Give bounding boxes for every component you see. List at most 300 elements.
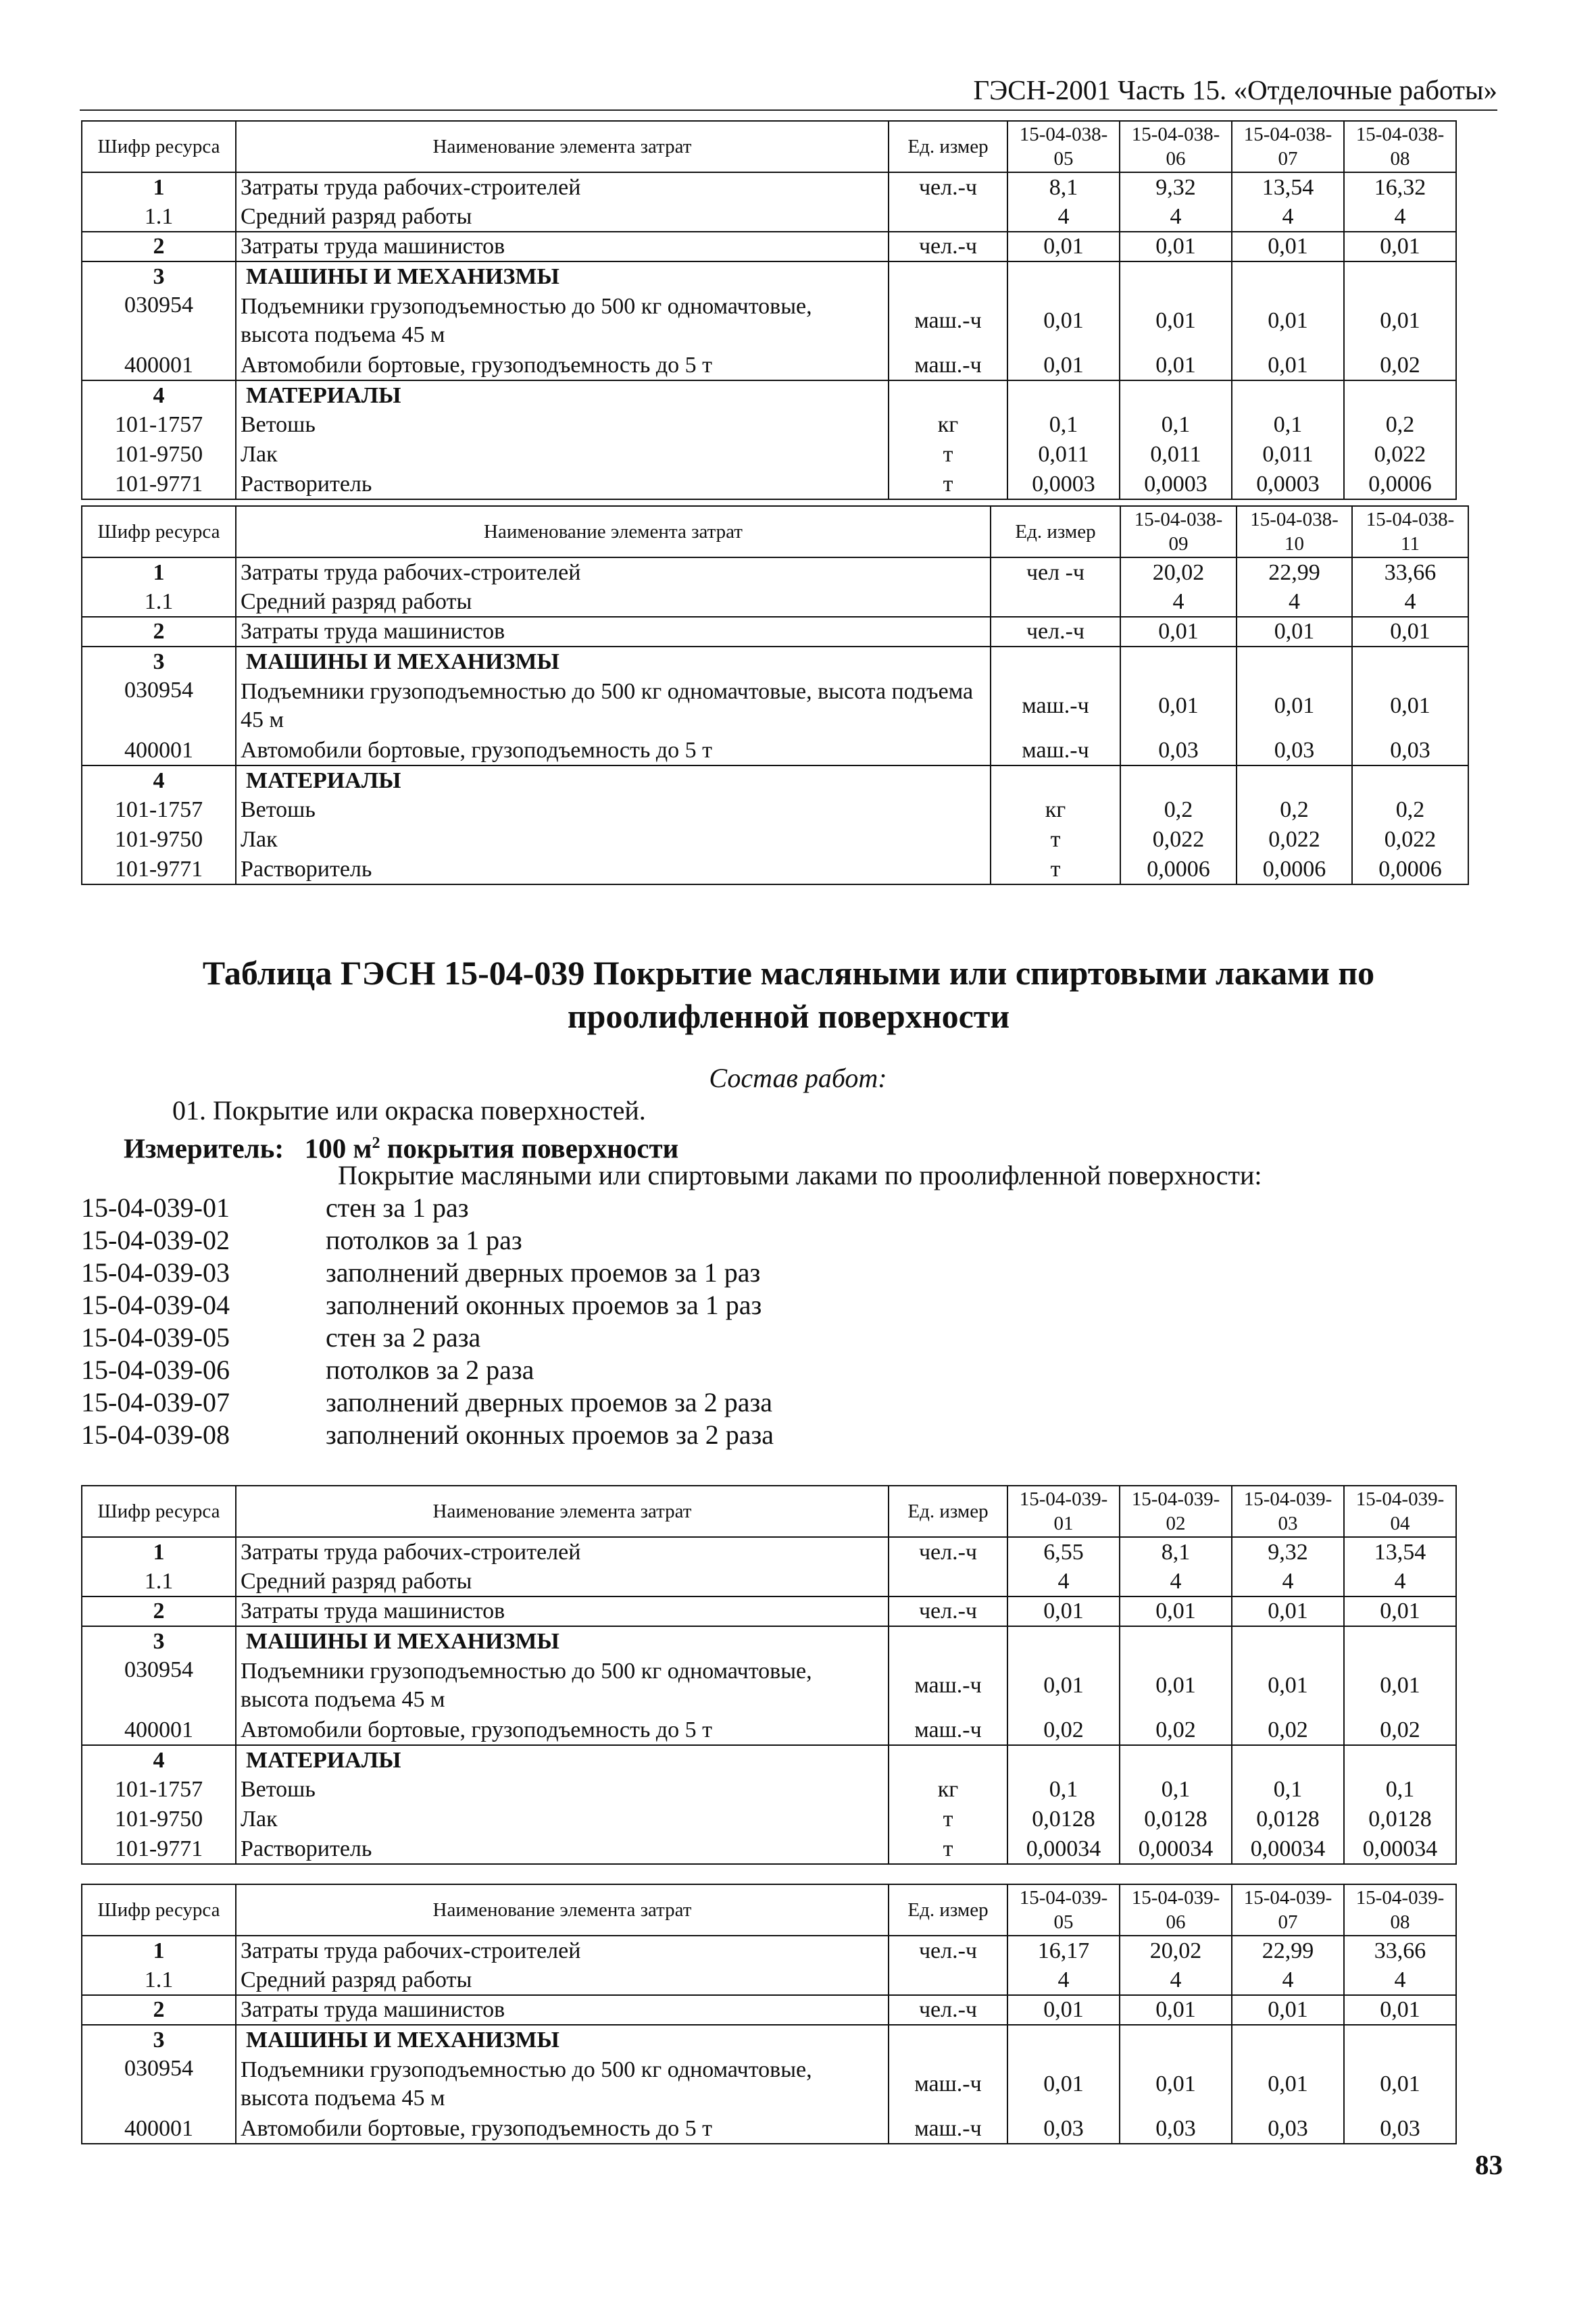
- row-value: [1344, 261, 1456, 291]
- row-name: Затраты труда машинистов: [236, 1596, 889, 1626]
- row-unit: кг: [889, 1775, 1007, 1805]
- row-value: 0,00034: [1120, 1834, 1232, 1864]
- row-value: [1232, 1745, 1344, 1775]
- row-value: 0,01: [1232, 2055, 1344, 2114]
- row-value: [1352, 647, 1468, 676]
- variant-item: [81, 1322, 774, 1354]
- variant-code: 15-04-039-04: [81, 1290, 230, 1320]
- table-row: [82, 1965, 1456, 1995]
- row-value: 0,01: [1344, 1995, 1456, 2025]
- row-unit: т: [889, 1834, 1007, 1864]
- row-value: 4: [1344, 1567, 1456, 1596]
- header-column-code: 15-04-038-08: [1344, 121, 1456, 172]
- row-code: 101-9771: [82, 1834, 236, 1864]
- cost-table: [81, 1485, 1457, 1865]
- cost-table: [81, 505, 1469, 885]
- row-value: [1344, 2025, 1456, 2055]
- table-row: [82, 1995, 1456, 2025]
- row-value: 0,01: [1352, 617, 1468, 647]
- table-row: [82, 1745, 1456, 1775]
- row-code: 2: [82, 232, 236, 261]
- header-code: Шифр ресурса: [82, 121, 236, 172]
- row-unit: [991, 587, 1120, 617]
- header-column-code: 15-04-038-11: [1352, 506, 1468, 557]
- row-code: 1: [82, 557, 236, 587]
- row-name: Затраты труда рабочих-строителей: [236, 557, 991, 587]
- table-header-row: [82, 1884, 1456, 1936]
- row-code: 400001: [82, 736, 236, 765]
- variant-lead: Покрытие масляными или спиртовыми лаками по проолифленной поверхности:: [338, 1160, 1262, 1190]
- header-column-code: 15-04-038-07: [1232, 121, 1344, 172]
- row-value: 0,0003: [1120, 470, 1232, 499]
- row-value: 0,0006: [1237, 855, 1352, 884]
- row-unit: т: [889, 440, 1007, 470]
- row-value: 0,03: [1007, 2114, 1120, 2144]
- row-value: 0,01: [1232, 1995, 1344, 2025]
- table-row: [82, 1596, 1456, 1626]
- row-value: 20,02: [1120, 1936, 1232, 1965]
- row-value: 0,2: [1344, 410, 1456, 440]
- row-name: Растворитель: [236, 855, 991, 884]
- row-name: Автомобили бортовые, грузоподъемность до 5 т: [236, 2114, 889, 2144]
- row-value: [1120, 1626, 1232, 1656]
- row-unit: [889, 261, 1007, 291]
- row-value: 0,0128: [1120, 1805, 1232, 1834]
- header-rule: [80, 109, 1497, 111]
- table-row: [82, 855, 1468, 884]
- row-value: 0,0006: [1120, 855, 1237, 884]
- row-name: МАТЕРИАЛЫ: [236, 765, 991, 795]
- row-unit: маш.-ч: [889, 1715, 1007, 1745]
- row-value: 0,02: [1007, 1715, 1120, 1745]
- row-value: 0,03: [1237, 736, 1352, 765]
- table-row: [82, 291, 1456, 351]
- operation-text: 01. Покрытие или окраска поверхностей.: [172, 1095, 646, 1126]
- row-value: 0,01: [1237, 676, 1352, 736]
- variant-text: стен за 2 раза: [326, 1322, 481, 1353]
- row-value: [1007, 261, 1120, 291]
- row-code: 101-9771: [82, 855, 236, 884]
- row-code: 3: [82, 647, 236, 676]
- header-column-code: 15-04-039-08: [1344, 1884, 1456, 1936]
- header-column-code: 15-04-038-09: [1120, 506, 1237, 557]
- table-row: [82, 1656, 1456, 1715]
- row-value: 6,55: [1007, 1537, 1120, 1567]
- row-value: 0,01: [1120, 232, 1232, 261]
- cost-table: [81, 120, 1457, 500]
- row-value: [1237, 647, 1352, 676]
- header-code: Шифр ресурса: [82, 1884, 236, 1936]
- measure-value: 100 м: [304, 1132, 372, 1164]
- header-code: Шифр ресурса: [82, 506, 236, 557]
- row-value: 0,01: [1007, 232, 1120, 261]
- row-code: 101-9771: [82, 470, 236, 499]
- row-value: 0,01: [1007, 2055, 1120, 2114]
- row-code: 1: [82, 1936, 236, 1965]
- row-value: 0,01: [1007, 1995, 1120, 2025]
- row-name: Автомобили бортовые, грузоподъемность до 5 т: [236, 351, 889, 380]
- row-value: 0,022: [1237, 825, 1352, 855]
- row-unit: кг: [889, 410, 1007, 440]
- page-number: 83: [1475, 2149, 1503, 2180]
- header-column-code: 15-04-039-04: [1344, 1486, 1456, 1537]
- row-unit: [889, 1567, 1007, 1596]
- row-value: 0,00034: [1344, 1834, 1456, 1864]
- row-value: [1120, 261, 1232, 291]
- row-value: [1007, 1626, 1120, 1656]
- row-value: 0,0003: [1007, 470, 1120, 499]
- row-unit: т: [991, 855, 1120, 884]
- measure-sup: 2: [372, 1134, 380, 1152]
- row-name: МАТЕРИАЛЫ: [236, 1745, 889, 1775]
- row-value: 0,1: [1232, 1775, 1344, 1805]
- row-code: 1: [82, 1537, 236, 1567]
- row-value: 0,00034: [1007, 1834, 1120, 1864]
- variant-item: [81, 1257, 774, 1289]
- row-value: [1232, 261, 1344, 291]
- row-value: 4: [1120, 202, 1232, 232]
- row-code: 030954: [82, 2055, 236, 2114]
- row-value: 0,01: [1232, 232, 1344, 261]
- row-name: Средний разряд работы: [236, 1965, 889, 1995]
- row-value: 33,66: [1352, 557, 1468, 587]
- row-value: 16,32: [1344, 172, 1456, 202]
- row-name: Средний разряд работы: [236, 1567, 889, 1596]
- row-code: 3: [82, 2025, 236, 2055]
- header-column-code: 15-04-039-07: [1232, 1884, 1344, 1936]
- row-unit: чел.-ч: [889, 1596, 1007, 1626]
- row-value: [1120, 765, 1237, 795]
- running-header: ГЭСН-2001 Часть 15. «Отделочные работы»: [973, 74, 1497, 105]
- row-value: [1352, 765, 1468, 795]
- row-unit: [889, 202, 1007, 232]
- row-value: 0,01: [1007, 1596, 1120, 1626]
- row-value: 0,022: [1344, 440, 1456, 470]
- sostav-label: Состав работ:: [709, 1063, 887, 1093]
- row-unit: [991, 765, 1120, 795]
- row-value: 0,0128: [1344, 1805, 1456, 1834]
- row-name: Ветошь: [236, 795, 991, 825]
- row-unit: маш.-ч: [889, 2114, 1007, 2144]
- row-value: 4: [1232, 202, 1344, 232]
- table-header-row: [82, 121, 1456, 172]
- row-value: 0,2: [1352, 795, 1468, 825]
- row-name: Автомобили бортовые, грузоподъемность до 5 т: [236, 736, 991, 765]
- row-value: 4: [1120, 1567, 1232, 1596]
- row-code: 030954: [82, 291, 236, 351]
- variant-text: потолков за 1 раз: [326, 1225, 522, 1255]
- header-name: Наименование элемента затрат: [236, 1884, 889, 1936]
- row-name: Растворитель: [236, 1834, 889, 1864]
- row-value: 16,17: [1007, 1936, 1120, 1965]
- row-value: 33,66: [1344, 1936, 1456, 1965]
- row-value: [1232, 2025, 1344, 2055]
- row-value: [1007, 1745, 1120, 1775]
- row-value: 0,1: [1007, 410, 1120, 440]
- row-unit: чел.-ч: [889, 1995, 1007, 2025]
- row-code: 2: [82, 1596, 236, 1626]
- row-name: Лак: [236, 825, 991, 855]
- row-value: 22,99: [1237, 557, 1352, 587]
- row-value: 0,022: [1352, 825, 1468, 855]
- row-value: [1120, 380, 1232, 410]
- row-code: 1.1: [82, 587, 236, 617]
- row-name: МАТЕРИАЛЫ: [236, 380, 889, 410]
- row-name: МАШИНЫ И МЕХАНИЗМЫ: [236, 1626, 889, 1656]
- table-row: [82, 1537, 1456, 1567]
- row-name: Лак: [236, 440, 889, 470]
- row-code: 4: [82, 1745, 236, 1775]
- row-value: 0,01: [1120, 1656, 1232, 1715]
- row-unit: [889, 380, 1007, 410]
- row-value: 0,00034: [1232, 1834, 1344, 1864]
- row-unit: т: [991, 825, 1120, 855]
- row-value: 0,0006: [1352, 855, 1468, 884]
- row-value: 4: [1007, 202, 1120, 232]
- table-header-row: [82, 1486, 1456, 1537]
- row-value: 0,0128: [1007, 1805, 1120, 1834]
- row-value: 20,02: [1120, 557, 1237, 587]
- row-value: 0,1: [1232, 410, 1344, 440]
- row-value: 0,01: [1007, 291, 1120, 351]
- table-row: [82, 1626, 1456, 1656]
- cost-table: [81, 1884, 1457, 2144]
- row-value: 4: [1352, 587, 1468, 617]
- row-value: 0,1: [1007, 1775, 1120, 1805]
- row-value: 0,03: [1120, 736, 1237, 765]
- row-unit: [889, 2025, 1007, 2055]
- row-code: 3: [82, 1626, 236, 1656]
- variant-item: [81, 1386, 774, 1419]
- row-unit: чел.-ч: [889, 172, 1007, 202]
- row-unit: маш.-ч: [889, 2055, 1007, 2114]
- row-value: 0,01: [1120, 351, 1232, 380]
- row-code: 101-1757: [82, 410, 236, 440]
- variant-code: 15-04-039-08: [81, 1419, 230, 1450]
- row-unit: чел.-ч: [889, 232, 1007, 261]
- row-value: 0,03: [1352, 736, 1468, 765]
- variant-item: [81, 1192, 774, 1224]
- row-value: [1344, 1745, 1456, 1775]
- variant-text: заполнений дверных проемов за 1 раз: [326, 1257, 761, 1288]
- table-row: [82, 172, 1456, 202]
- table-row: [82, 736, 1468, 765]
- row-value: [1120, 647, 1237, 676]
- table-row: [82, 380, 1456, 410]
- row-code: 101-9750: [82, 1805, 236, 1834]
- row-name: Затраты труда рабочих-строителей: [236, 1537, 889, 1567]
- row-name: МАШИНЫ И МЕХАНИЗМЫ: [236, 261, 889, 291]
- row-value: 0,011: [1232, 440, 1344, 470]
- row-value: 9,32: [1120, 172, 1232, 202]
- variant-item: [81, 1289, 774, 1322]
- row-name: Затраты труда машинистов: [236, 617, 991, 647]
- row-value: [1007, 380, 1120, 410]
- row-value: 0,2: [1120, 795, 1237, 825]
- row-value: 0,01: [1232, 1596, 1344, 1626]
- row-unit: маш.-ч: [889, 351, 1007, 380]
- row-value: [1232, 380, 1344, 410]
- row-unit: чел.-ч: [991, 617, 1120, 647]
- table-row: [82, 1567, 1456, 1596]
- table-row: [82, 440, 1456, 470]
- header-unit: Ед. измер: [991, 506, 1120, 557]
- row-value: 0,03: [1120, 2114, 1232, 2144]
- variant-list: [81, 1192, 774, 1451]
- row-value: [1232, 1626, 1344, 1656]
- table-row: [82, 1715, 1456, 1745]
- row-code: 1.1: [82, 1567, 236, 1596]
- row-code: 1: [82, 172, 236, 202]
- row-unit: [991, 647, 1120, 676]
- row-value: 0,02: [1344, 351, 1456, 380]
- row-value: 0,01: [1232, 291, 1344, 351]
- header-unit: Ед. измер: [889, 121, 1007, 172]
- row-code: 4: [82, 380, 236, 410]
- row-value: 0,0003: [1232, 470, 1344, 499]
- row-code: 400001: [82, 1715, 236, 1745]
- row-value: 0,01: [1120, 676, 1237, 736]
- table-row: [82, 825, 1468, 855]
- row-unit: чел.-ч: [889, 1537, 1007, 1567]
- row-value: 4: [1232, 1567, 1344, 1596]
- variant-code: 15-04-039-07: [81, 1387, 230, 1417]
- row-value: 0,1: [1120, 410, 1232, 440]
- header-column-code: 15-04-038-10: [1237, 506, 1352, 557]
- table-row: [82, 202, 1456, 232]
- row-value: 0,02: [1120, 1715, 1232, 1745]
- row-value: 4: [1007, 1965, 1120, 1995]
- row-value: [1344, 380, 1456, 410]
- header-column-code: 15-04-039-02: [1120, 1486, 1232, 1537]
- row-value: 9,32: [1232, 1537, 1344, 1567]
- row-value: [1120, 2025, 1232, 2055]
- variant-text: потолков за 2 раза: [326, 1355, 534, 1385]
- row-code: 1.1: [82, 202, 236, 232]
- row-value: 4: [1232, 1965, 1344, 1995]
- row-value: 0,03: [1232, 2114, 1344, 2144]
- table-row: [82, 2114, 1456, 2144]
- variant-item: [81, 1224, 774, 1257]
- row-code: 3: [82, 261, 236, 291]
- header-unit: Ед. измер: [889, 1486, 1007, 1537]
- row-value: 0,011: [1007, 440, 1120, 470]
- header-code: Шифр ресурса: [82, 1486, 236, 1537]
- row-name: Затраты труда рабочих-строителей: [236, 172, 889, 202]
- row-value: 0,01: [1120, 1995, 1232, 2025]
- row-code: 2: [82, 1995, 236, 2025]
- table-row: [82, 410, 1456, 440]
- variant-code: 15-04-039-05: [81, 1322, 230, 1353]
- row-name: Лак: [236, 1805, 889, 1834]
- row-value: 4: [1007, 1567, 1120, 1596]
- row-code: 400001: [82, 351, 236, 380]
- row-name: Ветошь: [236, 410, 889, 440]
- row-code: 030954: [82, 1656, 236, 1715]
- row-value: 0,01: [1232, 1656, 1344, 1715]
- table-row: [82, 2055, 1456, 2114]
- row-name: Средний разряд работы: [236, 202, 889, 232]
- header-name: Наименование элемента затрат: [236, 506, 991, 557]
- row-value: 0,01: [1344, 2055, 1456, 2114]
- header-column-code: 15-04-038-06: [1120, 121, 1232, 172]
- row-value: 0,01: [1120, 1596, 1232, 1626]
- row-name: МАШИНЫ И МЕХАНИЗМЫ: [236, 647, 991, 676]
- row-unit: маш.-ч: [889, 1656, 1007, 1715]
- row-value: 13,54: [1232, 172, 1344, 202]
- row-name: Подъемники грузоподъемностью до 500 кг одномачтовые, высота подъема 45 м: [236, 291, 889, 351]
- variant-text: заполнений оконных проемов за 1 раз: [326, 1290, 762, 1320]
- table-row: [82, 1805, 1456, 1834]
- row-name: Растворитель: [236, 470, 889, 499]
- header-column-code: 15-04-039-05: [1007, 1884, 1120, 1936]
- row-value: 0,01: [1120, 291, 1232, 351]
- variant-item: [81, 1354, 774, 1386]
- row-name: Затраты труда рабочих-строителей: [236, 1936, 889, 1965]
- row-code: 4: [82, 765, 236, 795]
- row-name: Ветошь: [236, 1775, 889, 1805]
- row-value: 4: [1120, 587, 1237, 617]
- row-unit: [889, 1626, 1007, 1656]
- row-name: Затраты труда машинистов: [236, 1995, 889, 2025]
- table-row: [82, 765, 1468, 795]
- table-row: [82, 587, 1468, 617]
- row-value: 8,1: [1007, 172, 1120, 202]
- row-value: 0,01: [1120, 617, 1237, 647]
- row-value: 0,01: [1237, 617, 1352, 647]
- row-unit: кг: [991, 795, 1120, 825]
- row-value: 0,03: [1344, 2114, 1456, 2144]
- variant-code: 15-04-039-06: [81, 1355, 230, 1385]
- row-value: 0,01: [1352, 676, 1468, 736]
- table-row: [82, 795, 1468, 825]
- row-value: 8,1: [1120, 1537, 1232, 1567]
- table-row: [82, 261, 1456, 291]
- row-unit: маш.-ч: [991, 676, 1120, 736]
- variant-item: [81, 1419, 774, 1451]
- row-unit: [889, 1745, 1007, 1775]
- row-value: 13,54: [1344, 1537, 1456, 1567]
- variant-text: стен за 1 раз: [326, 1192, 469, 1223]
- measure-label: Измеритель:: [124, 1132, 284, 1164]
- header-column-code: 15-04-039-06: [1120, 1884, 1232, 1936]
- row-value: 4: [1237, 587, 1352, 617]
- row-value: 0,0128: [1232, 1805, 1344, 1834]
- variant-text: заполнений дверных проемов за 2 раза: [326, 1387, 772, 1417]
- row-name: Затраты труда машинистов: [236, 232, 889, 261]
- row-value: 0,01: [1007, 351, 1120, 380]
- row-value: 0,0006: [1344, 470, 1456, 499]
- row-unit: чел -ч: [991, 557, 1120, 587]
- table-row: [82, 470, 1456, 499]
- header-name: Наименование элемента затрат: [236, 121, 889, 172]
- row-name: Подъемники грузоподъемностью до 500 кг одномачтовые, высота подъема 45 м: [236, 676, 991, 736]
- row-code: 400001: [82, 2114, 236, 2144]
- row-name: Подъемники грузоподъемностью до 500 кг одномачтовые, высота подъема 45 м: [236, 2055, 889, 2114]
- row-value: [1237, 765, 1352, 795]
- row-value: 0,01: [1232, 351, 1344, 380]
- row-code: 2: [82, 617, 236, 647]
- row-code: 101-9750: [82, 440, 236, 470]
- table-row: [82, 351, 1456, 380]
- row-unit: т: [889, 1805, 1007, 1834]
- header-column-code: 15-04-039-03: [1232, 1486, 1344, 1537]
- row-value: 0,01: [1344, 1596, 1456, 1626]
- variant-text: заполнений оконных проемов за 2 раза: [326, 1419, 774, 1450]
- row-code: 101-1757: [82, 795, 236, 825]
- table-row: [82, 1834, 1456, 1864]
- table-row: [82, 617, 1468, 647]
